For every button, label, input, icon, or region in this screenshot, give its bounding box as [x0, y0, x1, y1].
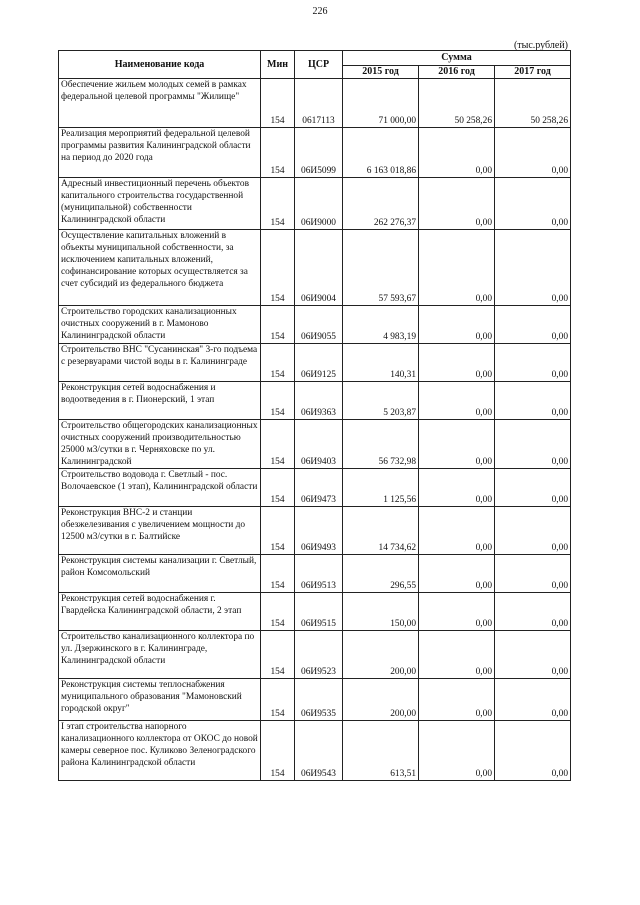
row-2015: 6 163 018,86	[343, 128, 419, 178]
row-name: I этап строительства напорного канализационного коллектора от ОКОС до новой камеры северное пос. Куликово Зеленоградского района Калининградской области	[59, 721, 261, 781]
row-min: 154	[261, 631, 295, 679]
table-row	[59, 507, 571, 555]
row-csr: 06И9543	[295, 721, 343, 781]
table-row	[59, 382, 571, 420]
row-2017: 0,00	[495, 721, 571, 781]
row-2017: 0,00	[495, 230, 571, 306]
row-name: Осуществление капитальных вложений в объекты муниципальной собственности, за исключением капитальных вложений, софинансирование которых осуществляется за счет субсидий из федерального бюджета	[59, 230, 261, 306]
row-csr: 06И9515	[295, 593, 343, 631]
row-2015: 56 732,98	[343, 420, 419, 469]
row-2015: 1 125,56	[343, 469, 419, 507]
row-2016: 0,00	[419, 178, 495, 230]
row-2017: 0,00	[495, 631, 571, 679]
row-name: Реконструкция сетей водоснабжения и водоотведения в г. Пионерский, 1 этап	[59, 382, 261, 420]
row-2015: 200,00	[343, 631, 419, 679]
row-csr: 06И9473	[295, 469, 343, 507]
table-row	[59, 128, 571, 178]
row-name: Реконструкция сетей водоснабжения г. Гвардейска Калининградской области, 2 этап	[59, 593, 261, 631]
row-2017: 0,00	[495, 420, 571, 469]
row-2015: 613,51	[343, 721, 419, 781]
row-2017: 0,00	[495, 679, 571, 721]
row-csr: 06И9523	[295, 631, 343, 679]
row-min: 154	[261, 79, 295, 128]
table-header-row	[59, 51, 571, 66]
row-2015: 140,31	[343, 344, 419, 382]
row-2017: 0,00	[495, 555, 571, 593]
row-csr: 06И9493	[295, 507, 343, 555]
row-min: 154	[261, 306, 295, 344]
row-2015: 200,00	[343, 679, 419, 721]
row-2016: 0,00	[419, 306, 495, 344]
row-2017: 0,00	[495, 382, 571, 420]
row-2017: 0,00	[495, 507, 571, 555]
row-2017: 0,00	[495, 469, 571, 507]
table-row	[59, 79, 571, 128]
row-min: 154	[261, 469, 295, 507]
row-2017: 50 258,26	[495, 79, 571, 128]
row-2015: 14 734,62	[343, 507, 419, 555]
row-min: 154	[261, 420, 295, 469]
row-2017: 0,00	[495, 344, 571, 382]
row-name: Обеспечение жильем молодых семей в рамках федеральной целевой программы "Жилище"	[59, 79, 261, 128]
row-2016: 0,00	[419, 128, 495, 178]
header-2015: 2015 год	[343, 66, 419, 79]
row-2016: 0,00	[419, 631, 495, 679]
row-csr: 06И9513	[295, 555, 343, 593]
row-csr: 06И9535	[295, 679, 343, 721]
header-name: Наименование кода	[59, 51, 261, 79]
row-2015: 296,55	[343, 555, 419, 593]
table-row	[59, 306, 571, 344]
budget-table	[58, 50, 571, 781]
row-name: Адресный инвестиционный перечень объектов капитального строительства государственной (муниципальной) собственности Калининградской области	[59, 178, 261, 230]
row-2016: 0,00	[419, 469, 495, 507]
table-row	[59, 631, 571, 679]
units-label: (тыс.рублей)	[513, 40, 568, 51]
row-name: Реализация мероприятий федеральной целевой программы развития Калининградской области на период до 2020 года	[59, 128, 261, 178]
header-min: Мин	[261, 51, 295, 79]
row-min: 154	[261, 679, 295, 721]
row-2016: 0,00	[419, 420, 495, 469]
row-2016: 0,00	[419, 721, 495, 781]
row-name: Строительство ВНС "Сусанинская" 3-го подъема с резервуарами чистой воды в г. Калининграде	[59, 344, 261, 382]
row-2016: 0,00	[419, 230, 495, 306]
row-min: 154	[261, 344, 295, 382]
row-2016: 0,00	[419, 555, 495, 593]
row-min: 154	[261, 178, 295, 230]
row-2015: 150,00	[343, 593, 419, 631]
row-min: 154	[261, 507, 295, 555]
row-min: 154	[261, 230, 295, 306]
row-name: Реконструкция ВНС-2 и станции обезжелезивания с увеличением мощности до 12500 м3/сутки в г. Балтийске	[59, 507, 261, 555]
row-2015: 262 276,37	[343, 178, 419, 230]
header-2016: 2016 год	[419, 66, 495, 79]
table-row	[59, 469, 571, 507]
row-csr: 06И9125	[295, 344, 343, 382]
row-2016: 0,00	[419, 593, 495, 631]
row-name: Строительство водовода г. Светлый - пос. Волочаевское (1 этап), Калининградской области	[59, 469, 261, 507]
table-row	[59, 420, 571, 469]
row-min: 154	[261, 593, 295, 631]
row-min: 154	[261, 555, 295, 593]
table-row	[59, 721, 571, 781]
row-2015: 71 000,00	[343, 79, 419, 128]
row-name: Реконструкция системы канализации г. Светлый, район Комсомольский	[59, 555, 261, 593]
row-min: 154	[261, 721, 295, 781]
table-row	[59, 593, 571, 631]
row-name: Реконструкция системы теплоснабжения муниципального образования "Мамоновский городской округ"	[59, 679, 261, 721]
table-row	[59, 344, 571, 382]
row-name: Строительство общегородских канализационных очистных сооружений производительностью 25000 м3/сутки в г. Черняховске по ул. Калининградской	[59, 420, 261, 469]
row-2015: 4 983,19	[343, 306, 419, 344]
row-2017: 0,00	[495, 593, 571, 631]
row-csr: 06И9000	[295, 178, 343, 230]
header-csr: ЦСР	[295, 51, 343, 79]
row-min: 154	[261, 128, 295, 178]
row-2017: 0,00	[495, 128, 571, 178]
row-name: Строительство канализационного коллектора по ул. Дзержинского в г. Калининграде, Калининградской области	[59, 631, 261, 679]
table-row	[59, 178, 571, 230]
row-2015: 5 203,87	[343, 382, 419, 420]
header-sum: Сумма	[343, 51, 571, 66]
row-name: Строительство городских канализационных очистных сооружений в г. Мамоново Калининградской области	[59, 306, 261, 344]
row-2016: 0,00	[419, 382, 495, 420]
header-2017: 2017 год	[495, 66, 571, 79]
row-min: 154	[261, 382, 295, 420]
table-row	[59, 679, 571, 721]
row-2017: 0,00	[495, 178, 571, 230]
row-2016: 0,00	[419, 344, 495, 382]
row-csr: 06И9004	[295, 230, 343, 306]
row-2015: 57 593,67	[343, 230, 419, 306]
row-2017: 0,00	[495, 306, 571, 344]
row-csr: 0617113	[295, 79, 343, 128]
row-2016: 0,00	[419, 679, 495, 721]
table-row	[59, 230, 571, 306]
table-body	[59, 79, 571, 781]
page-number: 226	[312, 6, 328, 17]
row-csr: 06И9055	[295, 306, 343, 344]
row-2016: 0,00	[419, 507, 495, 555]
row-csr: 06И9403	[295, 420, 343, 469]
table-row	[59, 555, 571, 593]
row-csr: 06И5099	[295, 128, 343, 178]
row-csr: 06И9363	[295, 382, 343, 420]
row-2016: 50 258,26	[419, 79, 495, 128]
